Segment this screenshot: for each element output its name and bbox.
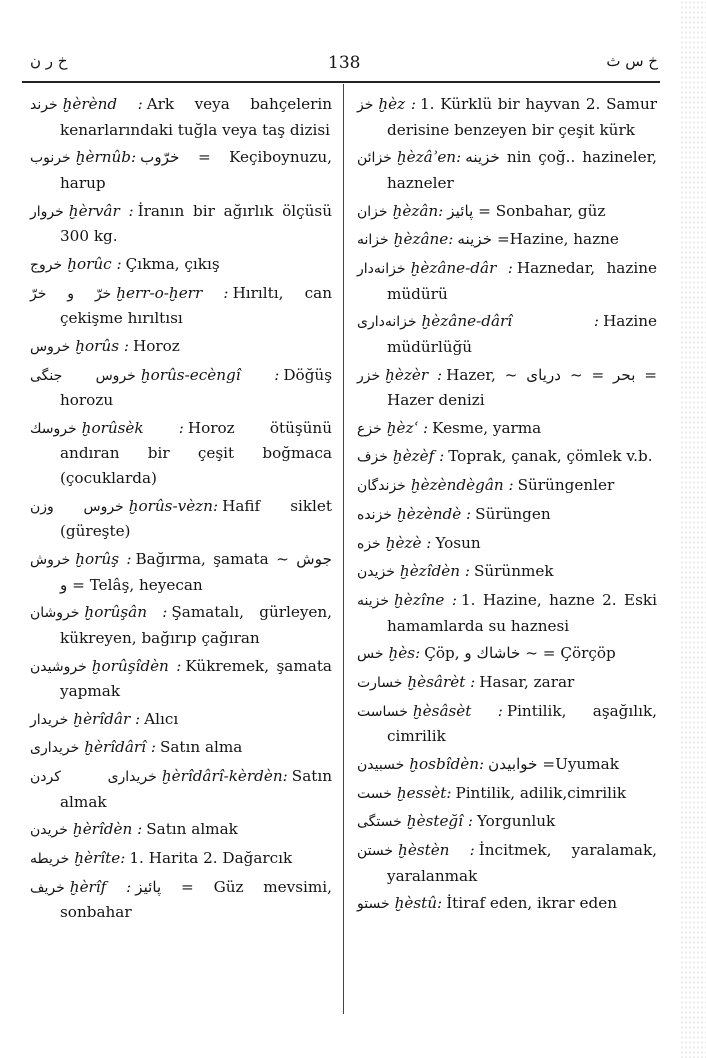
entry-definition: Sürüngen: [475, 504, 551, 523]
entry-definition: Pintilik, adilik,cimrilik: [455, 783, 627, 802]
entry-arabic-headword: خروار: [30, 203, 64, 220]
entry-definition: Sürünmek: [473, 562, 554, 581]
entry-arabic-headword: خزائن: [357, 150, 392, 167]
entry-arabic-headword: خزانه‌دار: [357, 260, 406, 277]
entry-definition: Alıcı: [144, 709, 179, 728]
dictionary-entry: [30, 846, 332, 872]
dictionary-entry: [357, 752, 657, 778]
entry-definition: Horoz: [132, 336, 180, 355]
header-rule: [22, 81, 660, 83]
header-left-letters: خ ر ن: [30, 52, 68, 70]
entry-definition: خرّوب = Keçiboynuzu, harup: [60, 148, 332, 192]
dictionary-entry: [30, 764, 332, 814]
entry-arabic-headword: خروس: [30, 338, 71, 355]
entry-definition: Pintilik, aşağılık, cimrilik: [387, 701, 657, 746]
entry-transliteration: ḫorûsèk :: [81, 418, 184, 437]
entry-definition: Bağırma, şamata ~ جوش و = Telâş, heyecan: [60, 549, 332, 594]
entry-transliteration: ḫessèt:: [396, 783, 452, 802]
entry-transliteration: ḫorûs-ecèngî :: [140, 365, 280, 384]
entry-definition: Hırıltı, can çekişme hırıltısı: [60, 283, 332, 328]
entry-arabic-headword: خرنوب: [30, 150, 71, 167]
dictionary-entry: [30, 145, 332, 195]
entry-transliteration: ḫèzè :: [385, 533, 432, 552]
right-column: [357, 92, 657, 920]
entry-arabic-headword: خس: [357, 646, 384, 663]
entry-transliteration: ḫosbîdèn:: [409, 754, 485, 773]
entry-transliteration: ḫèrîf :: [69, 877, 132, 896]
page-number: 138: [328, 53, 361, 73]
entry-transliteration: ḫèsteğî :: [406, 812, 473, 831]
entry-definition: Kükremek, şamata yapmak: [60, 656, 332, 701]
entry-transliteration: ḫèzîdèn :: [399, 562, 470, 581]
dictionary-entry: [357, 444, 657, 470]
entry-definition: Hafif siklet (güreşte): [60, 496, 333, 541]
entry-arabic-headword: خريف: [30, 879, 65, 896]
entry-definition: 1. Kürklü bir hayvan 2. Samur derisine benzeyen bir çeşit kürk: [387, 95, 658, 139]
entry-arabic-headword: خزنده: [357, 506, 392, 523]
page-header: [22, 50, 662, 80]
entry-arabic-headword: خسبيدن: [357, 756, 405, 773]
entry-arabic-headword: خساست: [357, 703, 408, 720]
entry-definition: Çıkma, çıkış: [125, 254, 220, 273]
entry-arabic-headword: خزر: [357, 367, 381, 384]
dictionary-entry: [30, 735, 332, 761]
entry-transliteration: ḫès:: [388, 644, 421, 663]
entry-transliteration: ḫèrîdâr :: [73, 709, 141, 728]
entry-arabic-headword: خزع: [357, 420, 382, 437]
entry-transliteration: ḫèzâʾen:: [396, 148, 462, 167]
dictionary-entry: [357, 92, 657, 142]
entry-transliteration: ḫèzèf :: [392, 447, 445, 466]
entry-transliteration: ḫèzâne-dâr :: [410, 258, 513, 277]
dictionary-entry: [357, 699, 657, 749]
dictionary-entry: [357, 891, 657, 917]
entry-arabic-headword: خستن: [357, 842, 394, 859]
entry-arabic-headword: خروج: [30, 256, 63, 273]
entry-arabic-headword: خريدارى: [30, 740, 80, 757]
header-right-letters: خ س ث: [606, 52, 658, 70]
entry-transliteration: ḫèzèndègân :: [410, 476, 514, 495]
entry-transliteration: ḫorûc :: [67, 254, 122, 273]
entry-arabic-headword: خستگى: [357, 814, 402, 831]
entry-arabic-headword: خريدارى كردن: [30, 769, 157, 786]
entry-transliteration: ḫèsâsèt :: [412, 701, 503, 720]
entry-definition: Horoz ötüşünü andıran bir çeşit boğmaca (çocuklarda): [60, 418, 332, 487]
entry-transliteration: ḫèzâne-dârî :: [421, 312, 600, 331]
entry-arabic-headword: خزه: [357, 535, 381, 552]
dictionary-entry: [30, 334, 332, 360]
dictionary-entry: [30, 199, 332, 249]
dictionary-entry: [30, 547, 332, 597]
entry-transliteration: ḫèrènd :: [62, 95, 143, 113]
entry-arabic-headword: خزينه: [357, 592, 390, 609]
entry-arabic-headword: خزانه‌دارى: [357, 314, 417, 331]
entry-transliteration: ḫorûşân :: [84, 603, 168, 622]
dictionary-entry: [357, 473, 657, 499]
entry-arabic-headword: خست: [357, 785, 392, 802]
entry-arabic-headword: خرند: [30, 97, 58, 113]
entry-definition: Satın alma: [159, 738, 243, 757]
dictionary-entry: [357, 363, 657, 413]
dictionary-entry: [30, 494, 332, 544]
entry-definition: Döğüş horozu: [60, 365, 332, 410]
dictionary-entry: [30, 875, 332, 925]
entry-transliteration: ḫorûs-vèzn:: [128, 496, 219, 515]
entry-arabic-headword: خروس جنگى: [30, 367, 136, 384]
entry-arabic-headword: خز: [357, 97, 374, 113]
entry-definition: پائيز = Sonbahar, güz: [447, 201, 606, 220]
entry-definition: Kesme, yarma: [432, 418, 542, 437]
entry-definition: Yorgunluk: [476, 812, 556, 831]
entry-definition: Toprak, çanak, çömlek v.b.: [448, 447, 653, 466]
column-divider: [343, 84, 344, 1014]
entry-definition: Haznedar, hazine müdürü: [387, 258, 657, 303]
entry-definition: Şamatalı, gürleyen, kükreyen, bağırıp çağıran: [60, 603, 333, 647]
entry-definition: 1. Hazine, hazne 2. Eski hamamlarda su haznesi: [387, 590, 657, 635]
dictionary-entry: [357, 559, 657, 585]
entry-transliteration: ḫèzʿ :: [386, 418, 429, 437]
entry-definition: İncitmek, yaralamak, yaralanmak: [387, 840, 657, 885]
entry-transliteration: ḫèzân:: [392, 201, 444, 220]
dictionary-entry: [30, 281, 332, 331]
dictionary-entry: [30, 654, 332, 704]
dictionary-entry: [30, 707, 332, 733]
entry-arabic-headword: خروش: [30, 551, 71, 568]
dictionary-entry: [357, 809, 657, 835]
entry-transliteration: ḫorûs :: [75, 336, 129, 355]
dictionary-entry: [357, 199, 657, 225]
left-column: [30, 92, 332, 928]
entry-transliteration: ḫèrîdârî :: [84, 738, 156, 757]
entry-transliteration: ḫerr-o-ḫerr :: [116, 283, 229, 302]
entry-definition: Sürüngenler: [517, 476, 615, 495]
entry-definition: İranın bir ağırlık ölçüsü 300 kg.: [60, 201, 333, 246]
entry-definition: Satın almak: [146, 820, 238, 839]
entry-arabic-headword: خروشيدن: [30, 658, 87, 675]
entry-transliteration: ḫèz :: [378, 95, 416, 113]
entry-definition: پائيز = Güz mevsimi, sonbahar: [60, 877, 332, 922]
entry-definition: 1. Harita 2. Dağarcık: [129, 849, 293, 868]
entry-arabic-headword: خروس وزن: [30, 498, 124, 515]
entry-arabic-headword: خزان: [357, 203, 388, 220]
entry-definition: خوابيدن =Uyumak: [488, 754, 619, 773]
entry-definition: Çöp, خاشاك و ~ = Çörçöp: [424, 644, 616, 663]
entry-transliteration: ḫorûşîdèn :: [91, 656, 182, 675]
entry-arabic-headword: خزف: [357, 449, 388, 466]
entry-transliteration: ḫèrvâr :: [68, 201, 134, 220]
dictionary-entry: [357, 838, 657, 888]
entry-definition: Satın almak: [60, 767, 332, 811]
entry-definition: خزينه nin çoğ.. hazineler, hazneler: [387, 148, 657, 192]
entry-transliteration: ḫèrnûb:: [75, 148, 137, 167]
entry-arabic-headword: خروسك: [30, 420, 77, 437]
entry-arabic-headword: خرّ و خرّ: [30, 285, 112, 302]
entry-transliteration: ḫèstèn :: [398, 840, 475, 859]
dictionary-entry: [357, 670, 657, 696]
dictionary-entry: [357, 641, 657, 667]
entry-transliteration: ḫèrîdèn :: [72, 820, 143, 839]
dictionary-entry: [30, 600, 332, 650]
dictionary-entry: [30, 416, 332, 491]
entry-arabic-headword: خريدار: [30, 711, 69, 728]
dictionary-entry: [357, 588, 657, 638]
entry-arabic-headword: خسارت: [357, 674, 403, 691]
dictionary-entry: [30, 92, 332, 142]
entry-transliteration: ḫèrîte:: [74, 849, 126, 868]
entry-arabic-headword: خستو: [357, 896, 390, 913]
dictionary-entry: [357, 309, 657, 359]
entry-transliteration: ḫèzîne :: [394, 590, 457, 609]
entry-arabic-headword: خزانه: [357, 232, 389, 249]
dictionary-entry: [30, 817, 332, 843]
entry-definition: Hazer, ~ بحر = ~ دریای = Hazer denizi: [387, 365, 658, 410]
dictionary-entry: [357, 416, 657, 442]
dictionary-entry: [357, 256, 657, 306]
entry-definition: خزينه =Hazine, hazne: [457, 230, 619, 249]
entry-definition: Ark veya bahçelerin kenarlarındaki tuğla veya taş dizisi: [60, 95, 332, 139]
dictionary-entry: [30, 252, 332, 278]
entry-arabic-headword: خروشان: [30, 605, 80, 622]
dictionary-entry: [357, 531, 657, 557]
dictionary-entry: [30, 363, 332, 413]
dictionary-entry: [357, 145, 657, 195]
entry-arabic-headword: خريدن: [30, 822, 68, 839]
entry-transliteration: ḫèrîdârî-kèrdèn:: [161, 767, 288, 786]
entry-transliteration: ḫèsârèt :: [407, 672, 476, 691]
entry-transliteration: ḫorûş :: [75, 549, 132, 568]
entry-transliteration: ḫèzâne:: [393, 230, 454, 249]
entry-definition: İtiraf eden, ikrar eden: [446, 894, 617, 913]
dictionary-entry: [357, 227, 657, 253]
entry-definition: Hasar, zarar: [479, 672, 575, 691]
entry-transliteration: ḫèzèr :: [385, 365, 443, 384]
entry-transliteration: ḫèzèndè :: [396, 504, 472, 523]
dictionary-entry: [357, 502, 657, 528]
page-edge-texture: [680, 0, 706, 1058]
entry-transliteration: ḫèstû:: [394, 894, 443, 913]
entry-arabic-headword: خزيدن: [357, 564, 395, 581]
entry-definition: Hazine müdürlüğü: [387, 312, 657, 356]
entry-arabic-headword: خزندگان: [357, 478, 406, 495]
entry-definition: Yosun: [435, 533, 481, 552]
entry-arabic-headword: خريطه: [30, 851, 70, 868]
dictionary-entry: [357, 781, 657, 807]
